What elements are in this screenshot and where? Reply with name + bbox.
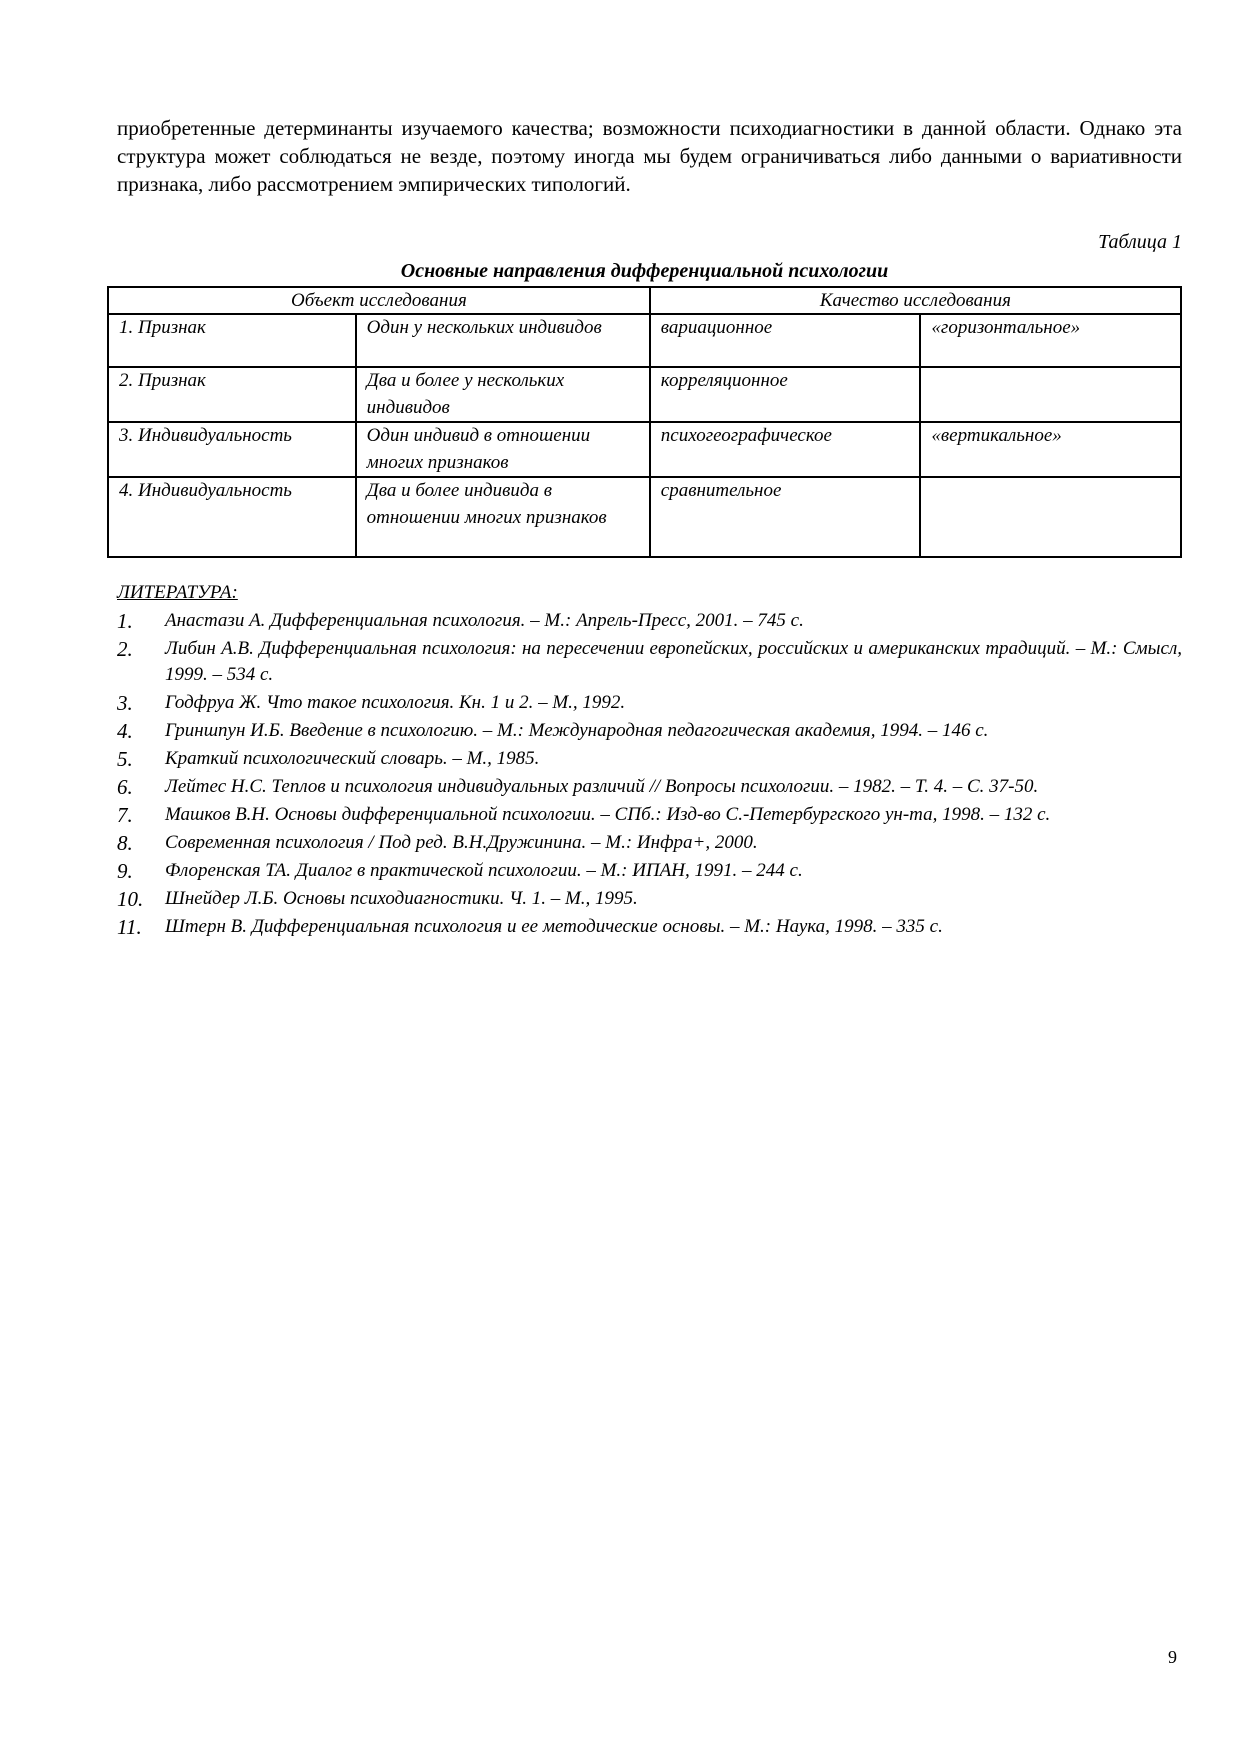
- list-item: [117, 718, 1182, 744]
- table-row: [108, 314, 1181, 367]
- item-text: Гриншпун И.Б. Введение в психологию. – М.: Международная педагогическая академия, 1994. – 146 с.: [165, 720, 989, 741]
- list-item: [117, 774, 1182, 800]
- item-text: Лейтес Н.С. Теплов и психология индивидуальных различий // Вопросы психологии. – 1982. – Т. 4. – С. 37-50.: [165, 776, 1039, 797]
- list-item: [117, 830, 1182, 856]
- list-item: [117, 690, 1182, 716]
- body-paragraph: приобретенные детерминанты изучаемого качества; возможности психодиагностики в данной области. Однако эта структура может соблюдаться не везде, поэтому иногда мы будем ограничиваться либо данными о вариативности признака, либо рассмотрением эмпирических типологий.: [117, 116, 1182, 196]
- literature-heading: ЛИТЕРАТУРА:: [117, 582, 238, 603]
- item-number: 8.: [117, 831, 133, 855]
- item-text: Либин А.В. Дифференциальная психология: на пересечении европейских, российских и американских традиций. – М.: Смысл, 1999. – 534 с.: [165, 638, 1182, 685]
- list-item: [117, 636, 1182, 688]
- item-number: 10.: [117, 887, 144, 911]
- item-text: Современная психология / Под ред. В.Н.Дружинина. – М.: Инфра+, 2000.: [165, 832, 758, 853]
- item-text: Краткий психологический словарь. – М., 1985.: [165, 748, 540, 769]
- table-cell: [920, 367, 1181, 422]
- item-number: 6.: [117, 775, 133, 799]
- item-text: Флоренская ТА. Диалог в практической психологии. – М.: ИПАН, 1991. – 244 с.: [165, 860, 803, 881]
- item-text: Машков В.Н. Основы дифференциальной психологии. – СПб.: Изд-во С.-Петербургского ун-та, 1998. – 132 с.: [165, 804, 1051, 825]
- table-cell: Один индивид в отношении многих признаков: [356, 422, 650, 477]
- list-item: [117, 608, 1182, 634]
- table-cell: сравнительное: [650, 477, 921, 557]
- table-cell: 3. Индивидуальность: [108, 422, 356, 477]
- table-cell: Один у нескольких индивидов: [356, 314, 650, 367]
- list-item: [117, 802, 1182, 828]
- item-number: 11.: [117, 915, 142, 939]
- table-row: [108, 422, 1181, 477]
- table-cell: Два и более индивида в отношении многих признаков: [356, 477, 650, 557]
- table-cell: 1. Признак: [108, 314, 356, 367]
- table-row: [108, 367, 1181, 422]
- table-cell: Два и более у нескольких индивидов: [356, 367, 650, 422]
- literature-list: [117, 608, 1182, 942]
- table-title: Основные направления дифференциальной психологии: [400, 260, 889, 282]
- table-cell: 2. Признак: [108, 367, 356, 422]
- table-cell: «вертикальное»: [920, 422, 1181, 477]
- item-number: 5.: [117, 747, 133, 771]
- table-cell: «горизонтальное»: [920, 314, 1181, 367]
- item-text: Шнейдер Л.Б. Основы психодиагностики. Ч. 1. – М., 1995.: [165, 888, 638, 909]
- table-cell: [920, 477, 1181, 557]
- item-number: 4.: [117, 719, 133, 743]
- table-cell: корреляционное: [650, 367, 921, 422]
- item-number: 3.: [117, 691, 133, 715]
- directions-table: [107, 286, 1182, 558]
- table-row: [108, 477, 1181, 557]
- list-item: [117, 746, 1182, 772]
- header-object: Объект исследования: [108, 287, 650, 314]
- item-number: 2.: [117, 637, 133, 661]
- list-item: [117, 886, 1182, 912]
- list-item: [117, 914, 1182, 940]
- item-text: Штерн В. Дифференциальная психология и ее методические основы. – М.: Наука, 1998. – 335 с.: [165, 916, 943, 937]
- table-cell: вариационное: [650, 314, 921, 367]
- table-cell: психогеографическое: [650, 422, 921, 477]
- item-number: 1.: [117, 609, 133, 633]
- item-text: Анастази А. Дифференциальная психология. – М.: Апрель-Пресс, 2001. – 745 с.: [165, 610, 804, 631]
- item-number: 9.: [117, 859, 133, 883]
- page-number: 9: [1168, 1647, 1177, 1667]
- header-quality: Качество исследования: [650, 287, 1181, 314]
- item-text: Годфруа Ж. Что такое психология. Кн. 1 и 2. – М., 1992.: [165, 692, 626, 713]
- table-label: Таблица 1: [1098, 231, 1182, 253]
- table-cell: 4. Индивидуальность: [108, 477, 356, 557]
- list-item: [117, 858, 1182, 884]
- item-number: 7.: [117, 803, 133, 827]
- table-header-row: [108, 287, 1181, 314]
